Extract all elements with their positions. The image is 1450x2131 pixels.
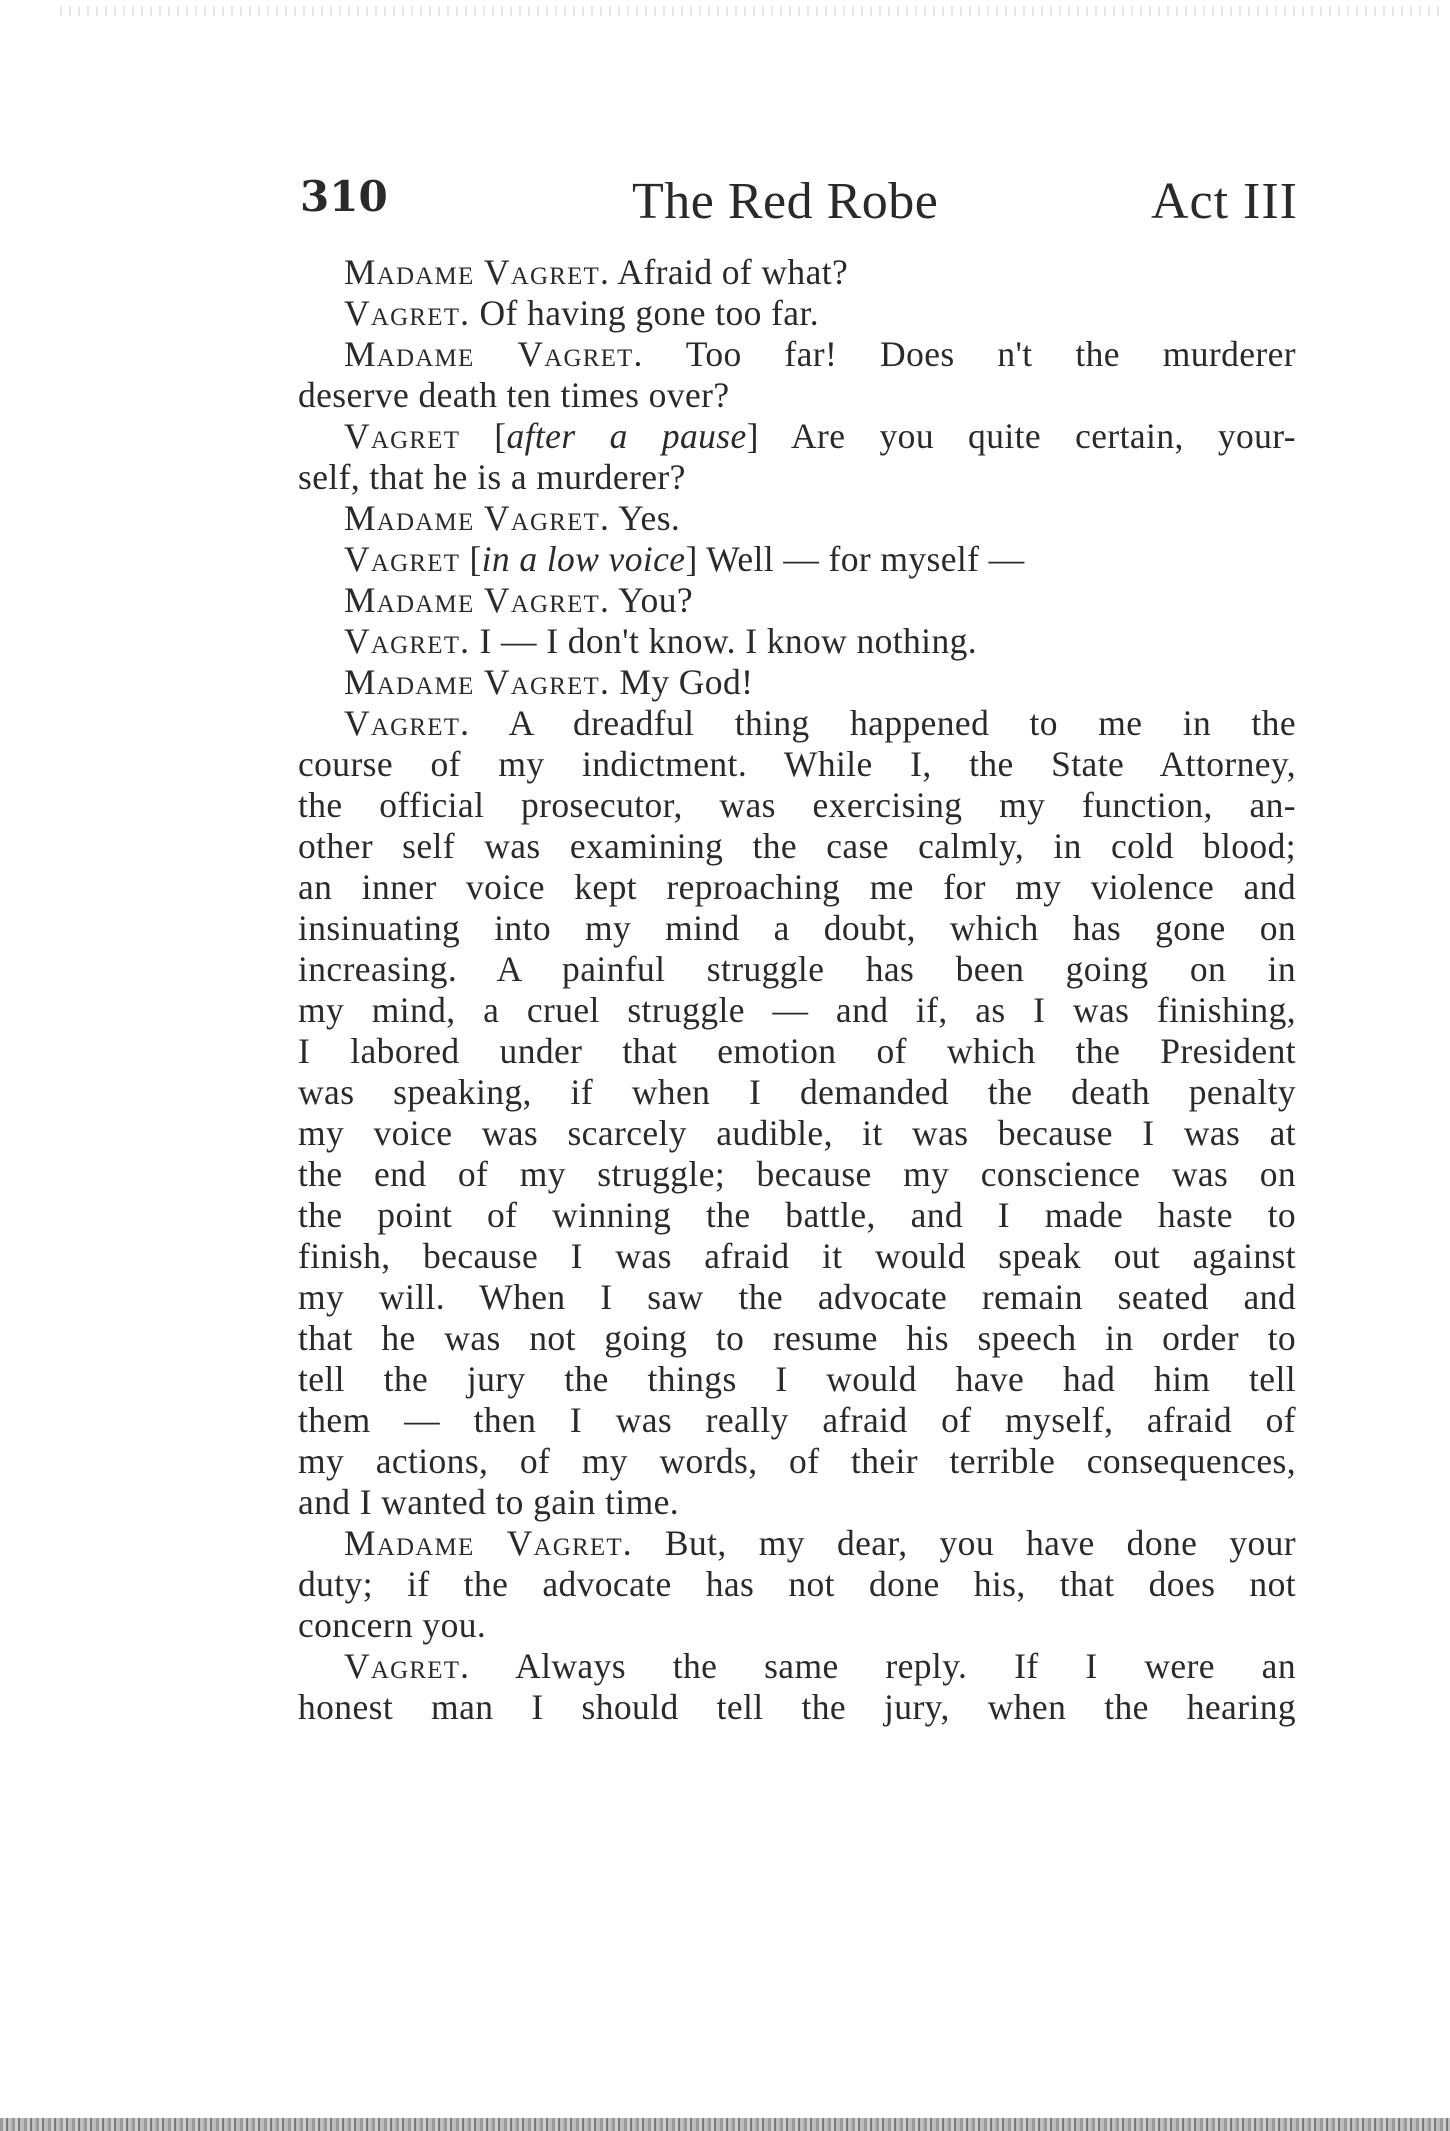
- line-text: I — I don't know. I know nothing.: [470, 621, 978, 661]
- line-text: deserve death ten times over?: [298, 375, 730, 415]
- speaker-name: Vagret.: [344, 1646, 471, 1686]
- text-line: [298, 867, 1296, 908]
- direction-bracket: [: [460, 416, 507, 456]
- line-text: duty; if the advocate has not done his, that does not: [298, 1564, 1296, 1604]
- text-line: [298, 1482, 1296, 1523]
- line-text: and I wanted to gain time.: [298, 1482, 680, 1522]
- act-label: Act III: [1150, 173, 1298, 230]
- text-line: [298, 744, 1296, 785]
- speaker-name: Madame Vagret.: [344, 334, 644, 374]
- text-line: [298, 1646, 1296, 1687]
- speaker-name: Madame Vagret.: [344, 580, 611, 620]
- line-text: Always the same reply. If I were an: [470, 1646, 1296, 1686]
- text-line: [298, 1318, 1296, 1359]
- text-line: [298, 293, 1296, 334]
- text-line: [298, 1605, 1296, 1646]
- direction-bracket: ]: [746, 416, 759, 456]
- text-line: [298, 1031, 1296, 1072]
- text-line: [298, 1154, 1296, 1195]
- text-line: [298, 498, 1296, 539]
- line-text: other self was examining the case calmly, in cold blood;: [298, 826, 1296, 866]
- line-text: my actions, of my words, of their terrible consequences,: [298, 1441, 1296, 1481]
- text-line: [298, 1072, 1296, 1113]
- scan-edge-band: [0, 2118, 1450, 2131]
- line-text: the end of my struggle; because my conscience was on: [298, 1154, 1296, 1194]
- text-line: [298, 252, 1296, 293]
- line-text: them — then I was really afraid of myself, afraid of: [298, 1400, 1296, 1440]
- line-text: the point of winning the battle, and I made haste to: [298, 1195, 1296, 1235]
- line-text: I labored under that emotion of which the President: [298, 1031, 1296, 1071]
- line-text: Of having gone too far.: [470, 293, 819, 333]
- text-line: [298, 1113, 1296, 1154]
- speaker-name: Madame Vagret.: [344, 1523, 633, 1563]
- text-line: [298, 416, 1296, 457]
- text-line: [298, 703, 1296, 744]
- speaker-name: Vagret: [344, 539, 461, 579]
- line-text: course of my indictment. While I, the State Attorney,: [298, 744, 1296, 784]
- text-line: [298, 539, 1296, 580]
- text-line: [298, 457, 1296, 498]
- speaker-name: Madame Vagret.: [344, 252, 611, 292]
- speaker-name: Vagret: [344, 416, 461, 456]
- text-line: [298, 826, 1296, 867]
- text-line: [298, 1687, 1296, 1728]
- line-text: Afraid of what?: [610, 252, 849, 292]
- text-line: [298, 908, 1296, 949]
- text-line: [298, 334, 1296, 375]
- stage-direction: after a pause: [506, 416, 747, 456]
- line-text: increasing. A painful struggle has been going on in: [298, 949, 1296, 989]
- text-line: [298, 1441, 1296, 1482]
- text-line: [298, 949, 1296, 990]
- line-text: tell the jury the things I would have had him tell: [298, 1359, 1296, 1399]
- line-text: my will. When I saw the advocate remain seated and: [298, 1277, 1296, 1317]
- direction-bracket: [: [460, 539, 482, 579]
- text-line: [298, 785, 1296, 826]
- text-line: [298, 1236, 1296, 1277]
- line-text: self, that he is a murderer?: [298, 457, 686, 497]
- line-text: was speaking, if when I demanded the death penalty: [298, 1072, 1296, 1112]
- page-number: 310: [300, 172, 388, 221]
- page-edge-speckle: [60, 6, 1440, 16]
- text-line: [298, 1564, 1296, 1605]
- text-line: [298, 1359, 1296, 1400]
- speaker-name: Vagret.: [344, 293, 471, 333]
- dialogue-text: [298, 252, 1296, 1728]
- line-text: the official prosecutor, was exercising my function, an-: [298, 785, 1296, 825]
- line-text: A dreadful thing happened to me in the: [470, 703, 1296, 743]
- text-line: [298, 1400, 1296, 1441]
- speaker-name: Madame Vagret.: [344, 662, 611, 702]
- text-line: [298, 580, 1296, 621]
- line-text: finish, because I was afraid it would speak out against: [298, 1236, 1296, 1276]
- line-text: You?: [610, 580, 694, 620]
- line-text: Yes.: [610, 498, 681, 538]
- text-line: [298, 621, 1296, 662]
- speaker-name: Vagret.: [344, 621, 471, 661]
- line-text: my voice was scarcely audible, it was because I was at: [298, 1113, 1296, 1153]
- text-line: [298, 375, 1296, 416]
- line-text: Too far! Does n't the murderer: [643, 334, 1296, 374]
- speaker-name: Madame Vagret.: [344, 498, 611, 538]
- line-text: Are you quite certain, your-: [758, 416, 1296, 456]
- direction-bracket: ]: [685, 539, 698, 579]
- stage-direction: in a low voice: [481, 539, 686, 579]
- running-title: The Red Robe: [632, 173, 939, 230]
- text-line: [298, 662, 1296, 703]
- speaker-name: Vagret.: [344, 703, 471, 743]
- text-line: [298, 990, 1296, 1031]
- line-text: insinuating into my mind a doubt, which has gone on: [298, 908, 1296, 948]
- line-text: my mind, a cruel struggle — and if, as I was finishing,: [298, 990, 1296, 1030]
- line-text: that he was not going to resume his speech in order to: [298, 1318, 1296, 1358]
- line-text: But, my dear, you have done your: [632, 1523, 1296, 1563]
- text-line: [298, 1195, 1296, 1236]
- text-line: [298, 1277, 1296, 1318]
- line-text: Well — for myself —: [697, 539, 1025, 579]
- line-text: an inner voice kept reproaching me for my violence and: [298, 867, 1296, 907]
- line-text: honest man I should tell the jury, when the hearing: [298, 1687, 1296, 1727]
- line-text: concern you.: [298, 1605, 487, 1645]
- line-text: My God!: [610, 662, 754, 702]
- text-line: [298, 1523, 1296, 1564]
- running-header: [300, 172, 1298, 232]
